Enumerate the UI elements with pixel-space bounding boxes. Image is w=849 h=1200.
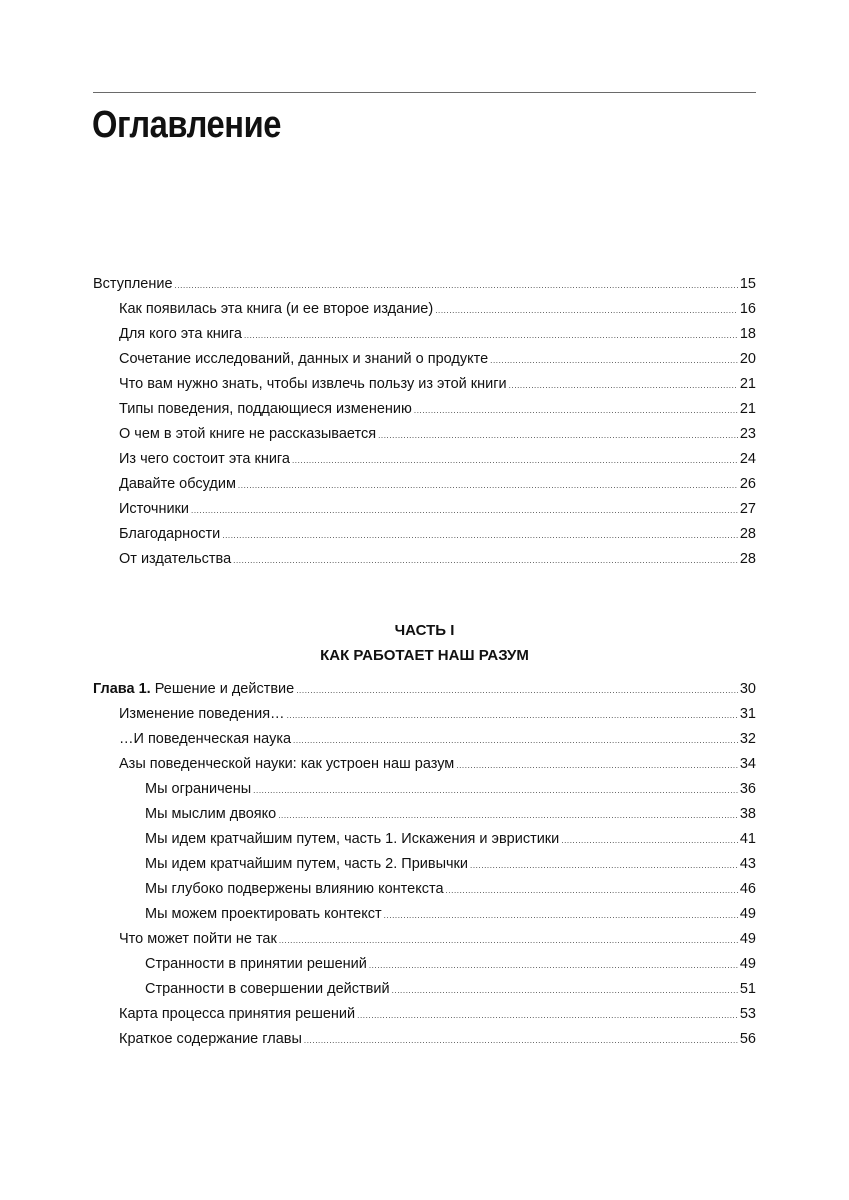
toc-entry-label: Типы поведения, поддающиеся изменению (119, 401, 412, 417)
toc-entry-label: Давайте обсудим (119, 476, 236, 492)
leader-dots (490, 348, 738, 373)
toc-entry-page: 27 (739, 501, 756, 517)
toc-entry-label: О чем в этой книге не рассказывается (119, 426, 377, 442)
toc-entry-label: Что может пойти не так (119, 931, 277, 947)
leader-dots (292, 448, 738, 473)
part-number: ЧАСТЬ I (394, 622, 455, 639)
toc-entry-page: 26 (739, 476, 756, 492)
toc-entry[interactable] (93, 422, 756, 447)
toc-entry-page: 51 (739, 981, 756, 997)
leader-dots (369, 953, 738, 978)
toc-entry-page: 49 (739, 931, 756, 947)
toc-entry-page: 49 (739, 956, 756, 972)
leader-dots (175, 273, 738, 298)
toc-entry-label: Сочетание исследований, данных и знаний о продукте (119, 351, 489, 367)
leader-dots (446, 878, 738, 903)
leader-dots (253, 778, 738, 803)
toc-entry[interactable] (93, 952, 756, 977)
toc-entry[interactable] (93, 347, 756, 372)
part-heading (93, 618, 756, 668)
toc-entry-label: Из чего состоит эта книга (119, 451, 290, 467)
toc-entry[interactable] (93, 877, 756, 902)
toc-entry[interactable] (93, 1027, 756, 1052)
toc-entry[interactable] (93, 727, 756, 752)
leader-dots (238, 473, 738, 498)
toc-entry[interactable] (93, 702, 756, 727)
toc-entry-page: 23 (739, 426, 756, 442)
toc-entry-page: 24 (739, 451, 756, 467)
leader-dots (435, 298, 738, 323)
toc-entry[interactable] (93, 497, 756, 522)
toc-entry[interactable] (93, 297, 756, 322)
toc-entry[interactable] (93, 1002, 756, 1027)
toc-entry-label: Благодарности (119, 526, 221, 542)
leader-dots (233, 548, 738, 573)
toc-entry-page: 20 (739, 351, 756, 367)
toc-entry-page: 46 (739, 881, 756, 897)
toc-entry-label: Мы идем кратчайшим путем, часть 2. Привычки (145, 856, 468, 872)
toc-entry[interactable] (93, 447, 756, 472)
toc-entry-label: Как появилась эта книга (и ее второе издание) (119, 301, 434, 317)
toc-entry-page: 21 (739, 401, 756, 417)
toc-entry[interactable] (93, 902, 756, 927)
toc-entry-label: Для кого эта книга (119, 326, 242, 342)
leader-dots (287, 703, 738, 728)
toc-entry-page: 32 (739, 731, 756, 747)
leader-dots (244, 323, 738, 348)
toc-chapter1-section (93, 677, 756, 1052)
toc-entry[interactable] (93, 547, 756, 572)
chapter-title: Решение и действие (154, 681, 295, 697)
toc-entry-label: Вступление (93, 276, 173, 292)
toc-entry-label (93, 677, 294, 702)
toc-entry-page: 15 (739, 276, 756, 292)
top-rule (93, 92, 756, 93)
toc-entry-label: Источники (119, 501, 190, 517)
leader-dots (561, 828, 738, 853)
toc-entry-page: 36 (739, 781, 756, 797)
leader-dots (222, 523, 738, 548)
toc-entry[interactable] (93, 752, 756, 777)
toc-entry[interactable] (93, 272, 756, 297)
toc-entry-page: 21 (739, 376, 756, 392)
toc-entry-label: …И поведенческая наука (119, 731, 292, 747)
leader-dots (296, 678, 738, 703)
toc-entry-page: 41 (739, 831, 756, 847)
toc-entry-label: Что вам нужно знать, чтобы извлечь пользу из этой книги (119, 376, 507, 392)
leader-dots (293, 728, 738, 753)
toc-entry-page: 53 (739, 1006, 756, 1022)
toc-entry[interactable] (93, 522, 756, 547)
leader-dots (304, 1028, 738, 1053)
toc-entry-page: 43 (739, 856, 756, 872)
toc-entry[interactable] (93, 927, 756, 952)
toc-entry-chapter[interactable] (93, 677, 756, 702)
toc-entry-label: Краткое содержание главы (119, 1031, 302, 1047)
leader-dots (357, 1003, 738, 1028)
leader-dots (509, 373, 738, 398)
toc-entry-label: Мы мыслим двояко (145, 806, 277, 822)
leader-dots (378, 423, 738, 448)
toc-entry[interactable] (93, 322, 756, 347)
toc-entry-label: Странности в принятии решений (145, 956, 367, 972)
toc-entry-page: 16 (739, 301, 756, 317)
toc-entry[interactable] (93, 827, 756, 852)
chapter-prefix: Глава 1. (93, 681, 151, 697)
toc-entry-page: 28 (739, 526, 756, 542)
toc-entry-page: 28 (739, 551, 756, 567)
toc-entry[interactable] (93, 777, 756, 802)
leader-dots (392, 978, 738, 1003)
toc-entry-page: 18 (739, 326, 756, 342)
leader-dots (279, 928, 738, 953)
toc-entry-page: 49 (739, 906, 756, 922)
toc-entry-page: 38 (739, 806, 756, 822)
toc-entry[interactable] (93, 802, 756, 827)
toc-entry-label: Мы глубоко подвержены влиянию контекста (145, 881, 444, 897)
toc-entry-label: Мы можем проектировать контекст (145, 906, 382, 922)
toc-entry-page: 31 (739, 706, 756, 722)
toc-entry[interactable] (93, 372, 756, 397)
leader-dots (456, 753, 738, 778)
leader-dots (414, 398, 738, 423)
toc-entry-label: Изменение поведения… (119, 706, 285, 722)
toc-entry[interactable] (93, 472, 756, 497)
part-title: КАК РАБОТАЕТ НАШ РАЗУМ (320, 647, 529, 664)
toc-intro-section (93, 272, 756, 572)
toc-entry-label: Карта процесса принятия решений (119, 1006, 356, 1022)
page-title: Оглавление (92, 104, 282, 146)
toc-entry[interactable] (93, 397, 756, 422)
leader-dots (278, 803, 738, 828)
toc-entry-label: Азы поведенческой науки: как устроен наш разум (119, 756, 455, 772)
toc-entry-label: Мы ограничены (145, 781, 252, 797)
leader-dots (191, 498, 738, 523)
leader-dots (470, 853, 738, 878)
toc-entry-page: 34 (739, 756, 756, 772)
leader-dots (384, 903, 738, 928)
toc-entry-label: Мы идем кратчайшим путем, часть 1. Искажения и эвристики (145, 831, 560, 847)
toc-entry[interactable] (93, 977, 756, 1002)
toc-entry-label: Странности в совершении действий (145, 981, 390, 997)
toc-entry[interactable] (93, 852, 756, 877)
toc-entry-page: 30 (739, 681, 756, 697)
toc-entry-label: От издательства (119, 551, 232, 567)
toc-entry-page: 56 (739, 1031, 756, 1047)
